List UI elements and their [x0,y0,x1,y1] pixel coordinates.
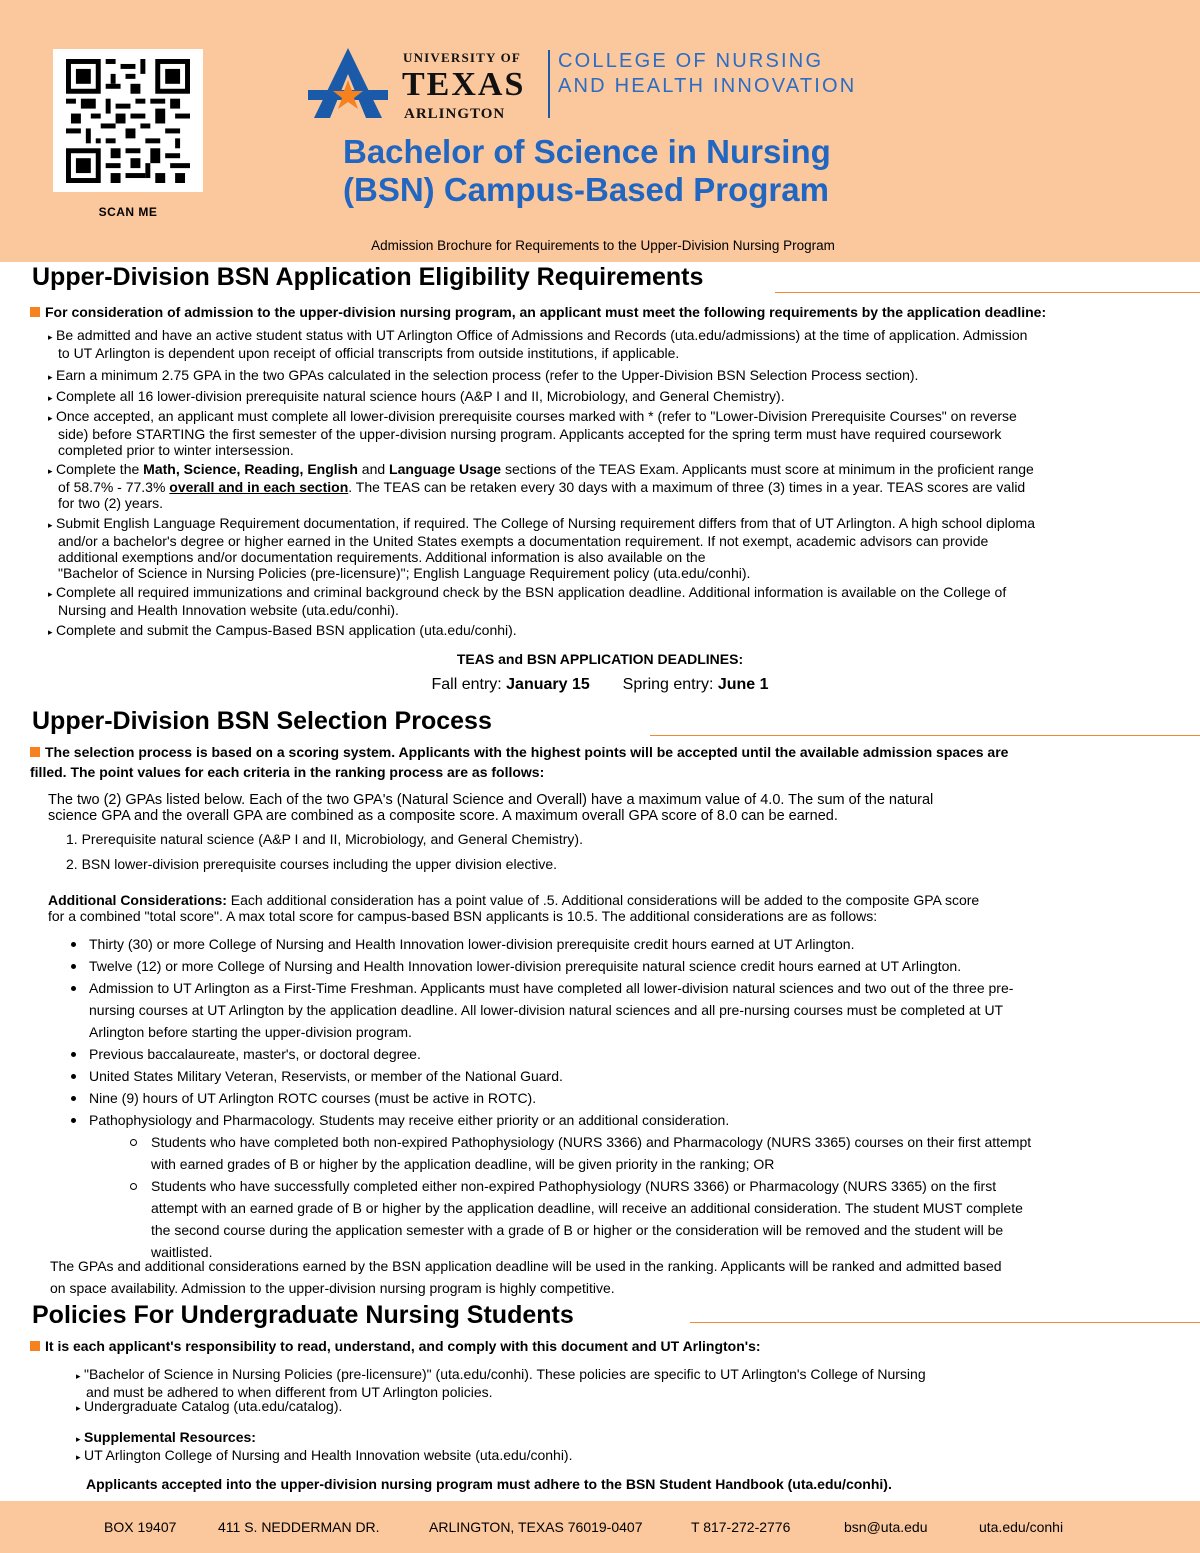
arrow-bullet-icon: ▸ [76,1452,81,1462]
policies-heading: Policies For Undergraduate Nursing Students [32,1301,574,1329]
arrow-bullet-icon: ▸ [48,413,53,423]
section-rule [690,1322,1200,1323]
bullet-icon [71,964,76,969]
consideration-item: Pathophysiology and Pharmacology. Students may receive either priority or an additional consideration. [89,1109,1169,1131]
qr-code-icon [65,59,191,183]
bullet-icon [71,1096,76,1101]
consideration-subitem: Students who have successfully completed either non-expired Pathophysiology (NURS 3366) or Pharmacology (NURS 3365) on the first attempt with an earned grade of B or higher by the application deadline, will receive an additional consideration. The student MUST complete the second course during the application semester with a grade of B or higher or the consideration will be removed and the student will be waitlisted. [89,1175,1169,1263]
program-title-line1: Bachelor of Science in Nursing [343,133,831,170]
college-name-line2: AND HEALTH INNOVATION [558,75,857,97]
arrow-bullet-icon: ▸ [76,1371,81,1381]
scan-me-label: SCAN ME [98,205,158,219]
selection-heading: Upper-Division BSN Selection Process [32,707,492,735]
policies-closing: Applicants accepted into the upper-division nursing program must adhere to the BSN Student Handbook (uta.edu/conhi). [86,1476,892,1492]
eligibility-item-1: ▸ Be admitted and have an active student status with UT Arlington Office of Admissions and Records (uta.edu/admissions) at the time of application. Admission to UT Arlington is dependent upon receipt of official transcripts from outside institutions, if applicable. [48,327,1028,361]
orange-square-icon [30,747,40,757]
consideration-item: Thirty (30) or more College of Nursing and Health Innovation lower-division prerequisite credit hours earned at UT Arlington. [89,933,1169,955]
logo-line3: ARLINGTON [404,106,506,122]
policy-item-bsn: ▸ "Bachelor of Science in Nursing Policies (pre-licensure)" (uta.edu/conhi). These policies are specific to UT Arlington's College of Nursing and must be adhered to when different from UT Arlington policies. [76,1366,926,1400]
eligibility-item-teas: ▸ Complete the Math, Science, Reading, English and Language Usage sections of the TEAS Exam. Applicants must score at minimum in the proficient range of 58.7% - 77.3% overall and in each section. The TEAS can be retaken every 30 days with a maximum of three (3) times in a year. TEAS scores are valid for two (2) years. [48,461,1034,511]
consideration-subitem: Students who have completed both non-expired Pathophysiology (NURS 3366) and Pharmacology (NURS 3365) courses on their first attempt with earned grades of B or higher by the application deadline, will be given priority in the ranking; OR [89,1131,1169,1175]
fall-deadline: January 15 [506,676,590,693]
consideration-list [89,933,1169,1263]
arrow-bullet-icon: ▸ [48,627,53,637]
ring-bullet-icon [130,1139,137,1146]
eligibility-item-immunizations: ▸ Complete all required immunizations and criminal background check by the BSN application deadline. Additional information is available on the College of Nursing and Health Innovation website (uta.edu/conhi). [48,584,1007,618]
gpa-item-1: 1. Prerequisite natural science (A&P I and II, Microbiology, and General Chemistry). [66,831,583,847]
section-rule [775,292,1200,293]
deadlines-row: Fall entry: January 15 Spring entry: June 1 [431,676,769,693]
brochure-subtitle: Admission Brochure for Requirements to the Upper-Division Nursing Program [371,238,835,253]
arrow-bullet-icon: ▸ [48,372,53,382]
bullet-icon [71,942,76,947]
footer-email[interactable]: bsn@uta.edu [844,1519,928,1535]
eligibility-lead: For consideration of admission to the upper-division nursing program, an applicant must meet the following requirements by the application deadline: [30,302,1200,322]
consideration-item: United States Military Veteran, Reservists, or member of the National Guard. [89,1065,1169,1087]
logo-line1: UNIVERSITY OF [403,50,522,65]
eligibility-item-2: ▸ Earn a minimum 2.75 GPA in the two GPAs calculated in the selection process (refer to the Upper-Division BSN Selection Process section). [48,367,919,383]
additional-considerations-intro: Additional Considerations: Each additional consideration has a point value of .5. Additional considerations will be added to the composite GPA score for a combined "total score". A max total score for campus-based BSN applicants is 10.5. The additional considerations are as follows: [48,892,980,924]
college-name-line1: COLLEGE OF NURSING [558,50,824,72]
selection-closing: The GPAs and additional considerations earned by the BSN application deadline will be used in the ranking. Applicants will be ranked and admitted based on space availability. Admission to the upper-division nursing program is highly competitive. [50,1258,1002,1296]
spring-deadline: June 1 [717,676,769,693]
program-title-line2: (BSN) Campus-Based Program [343,171,829,208]
logo-divider [548,50,550,118]
qr-code[interactable] [53,49,203,192]
eligibility-heading: Upper-Division BSN Application Eligibility Requirements [32,263,704,291]
bullet-icon [71,986,76,991]
gpa-item-2: 2. BSN lower-division prerequisite courses including the upper division elective. [66,856,558,872]
bullet-icon [71,1074,76,1079]
eligibility-item-3: ▸ Complete all 16 lower-division prerequisite natural science hours (A&P I and II, Microbiology, and General Chemistry). [48,388,785,404]
gpa-intro: The two (2) GPAs listed below. Each of the two GPA's (Natural Science and Overall) have a maximum value of 4.0. The sum of the natural science GPA and the overall GPA are combined as a composite score. A maximum overall GPA score of 8.0 can be earned. [48,792,934,824]
footer-band [0,1501,1200,1553]
orange-square-icon [30,307,40,317]
orange-square-icon [30,1341,40,1351]
deadlines-title: TEAS and BSN APPLICATION DEADLINES: [456,651,744,667]
footer-website[interactable]: uta.edu/conhi [979,1519,1064,1535]
section-rule [650,735,1200,736]
policy-item-catalog: ▸ Undergraduate Catalog (uta.edu/catalog). [76,1398,343,1414]
arrow-bullet-icon: ▸ [48,393,53,403]
footer-phone: T 817-272-2776 [691,1519,791,1535]
arrow-bullet-icon: ▸ [76,1403,81,1413]
selection-lead: The selection process is based on a scoring system. Applicants with the highest points will be accepted until the available admission spaces are filled. The point values for each criteria in the ranking process are as follows: [30,744,1009,780]
bullet-icon [71,1052,76,1057]
arrow-bullet-icon: ▸ [48,520,53,530]
arrow-bullet-icon: ▸ [48,589,53,599]
policies-lead: It is each applicant's responsibility to read, understand, and comply with this document and UT Arlington's: [30,1336,1200,1356]
footer-city: ARLINGTON, TEXAS 76019-0407 [429,1519,643,1535]
consideration-item: Admission to UT Arlington as a First-Time Freshman. Applicants must have completed all lower-division natural sciences and two out of the three pre- nursing courses at UT Arlington by the application deadline. All lower-division natural sciences and all pre-nursing courses must be completed at UT Arlington before starting the upper-division program. [89,977,1169,1043]
supplemental-resources: ▸ Supplemental Resources: ▸ UT Arlington College of Nursing and Health Innovation website (uta.edu/conhi). [76,1429,573,1463]
footer-street: 411 S. NEDDERMAN DR. [218,1519,380,1535]
eligibility-item-application: ▸ Complete and submit the Campus-Based BSN application (uta.edu/conhi). [48,622,517,638]
uta-logo [308,46,544,122]
consideration-item: Previous baccalaureate, master's, or doctoral degree. [89,1043,1169,1065]
ring-bullet-icon [130,1183,137,1190]
bullet-icon [71,1118,76,1123]
logo-line2: TEXAS [402,66,526,103]
consideration-item: Twelve (12) or more College of Nursing and Health Innovation lower-division prerequisite natural science credit hours earned at UT Arlington. [89,955,1169,977]
eligibility-item-english: ▸ Submit English Language Requirement documentation, if required. The College of Nursing requirement differs from that of UT Arlington. A high school diploma and/or a bachelor's degree or higher earned in the United States exempts a documentation requirement. If not exempt, academic advisors can provide additional exemptions and/or documentation requirements. Additional information is also available on the "Bachelor of Science in Nursing Policies (pre-licensure)"; English Language Requirement policy (uta.edu/conhi). [48,515,1036,581]
footer-contact-row [0,1519,1200,1539]
arrow-bullet-icon: ▸ [48,332,53,342]
eligibility-item-4: ▸ Once accepted, an applicant must complete all lower-division prerequisite courses marked with * (refer to "Lower-Division Prerequisite Courses" on reverse side) before STARTING the first semester of the upper-division nursing program. Applicants accepted for the spring term must have required coursework completed prior to winter intersession. [48,408,1017,458]
header-band [0,0,1200,262]
consideration-item: Nine (9) hours of UT Arlington ROTC courses (must be active in ROTC). [89,1087,1169,1109]
arrow-bullet-icon: ▸ [76,1434,81,1444]
arrow-bullet-icon: ▸ [48,466,53,476]
footer-box: BOX 19407 [104,1519,177,1535]
